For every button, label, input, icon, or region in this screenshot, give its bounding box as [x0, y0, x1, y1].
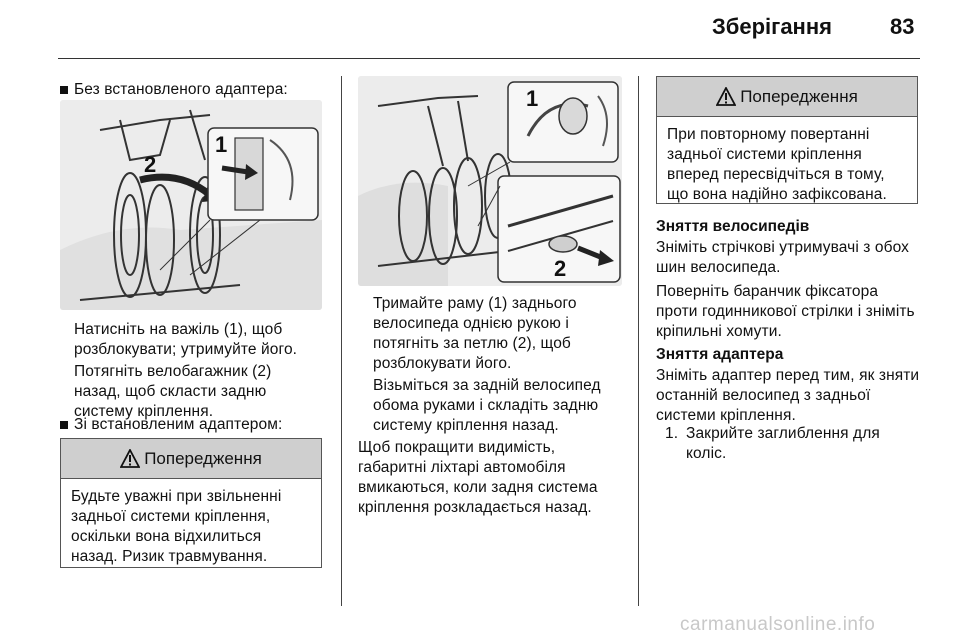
bullet-no-adapter: Без встановленого адаптера: — [60, 80, 330, 100]
rear-bike-drawing — [358, 76, 622, 286]
middle-para-2: Візьміться за задній велосипед обома руками і складіть задню систему кріплення назад. — [373, 377, 601, 434]
watermark: carmanualsonline.info — [680, 614, 876, 635]
step-number: 1. — [665, 425, 679, 442]
bullet-with-adapter: Зі встановленим адаптером: — [60, 415, 330, 435]
right-para-2: Поверніть баранчик фіксатора проти годинникової стрілки і зніміть кріпильні хомути. — [656, 283, 915, 340]
heading-remove-adapter: Зняття адаптера — [656, 346, 784, 363]
left-para-1: Натисніть на важіль (1), щоб розблокувати; утримуйте його. — [74, 321, 298, 358]
step-text: Закрийте заглиблення для коліс. — [686, 425, 880, 462]
warning-title: Попередження — [740, 86, 858, 106]
bike-carrier-drawing — [60, 100, 322, 310]
illustration-fold-carrier — [60, 100, 322, 310]
callout-2: 2 — [144, 152, 157, 177]
warning-body: Будьте уважні при звільненні задньої системи кріплення, оскільки вона відхилиться назад. Ризик травмування. — [71, 488, 282, 565]
callout-2: 2 — [554, 256, 567, 281]
bullet-square — [60, 86, 68, 94]
warning-title: Попередження — [144, 448, 262, 468]
right-para-1: Зніміть стрічкові утримувачі з обох шин велосипеда. — [656, 239, 909, 276]
right-para-3: Зніміть адаптер перед тим, як зняти останній велосипед з задньої системи кріплення. — [656, 367, 920, 424]
bullet-square — [60, 421, 68, 429]
warning-triangle-icon — [716, 87, 736, 106]
column-divider-right — [638, 76, 639, 606]
page-header — [0, 0, 960, 62]
left-para-2: Потягніть велобагажник (2) назад, щоб скласти задню систему кріплення. — [74, 363, 272, 420]
header-divider — [58, 58, 920, 59]
page-title: Зберігання — [712, 14, 832, 39]
column-divider-left — [341, 76, 342, 606]
middle-para-1: Тримайте раму (1) заднього велосипеда однією рукою і потягніть за петлю (2), щоб розблокувати його. — [373, 295, 577, 372]
warning-header — [61, 439, 321, 479]
warning-header — [657, 77, 917, 117]
page-number: 83 — [890, 14, 915, 39]
warning-box-right — [656, 76, 918, 204]
illustration-rear-bike — [358, 76, 622, 286]
heading-remove-bikes: Зняття велосипедів — [656, 218, 810, 235]
middle-para-3: Щоб покращити видимість, габаритні ліхтарі автомобіля вмикаються, коли задня система кріплення розкладається назад. — [358, 439, 598, 516]
warning-triangle-icon — [120, 449, 140, 468]
callout-1: 1 — [526, 86, 539, 111]
warning-box-left — [60, 438, 322, 568]
callout-1: 1 — [215, 132, 228, 157]
warning-body: При повторному повертанні задньої системи кріплення вперед пересвідчіться в тому, що вона надійно зафіксована. — [667, 126, 887, 203]
